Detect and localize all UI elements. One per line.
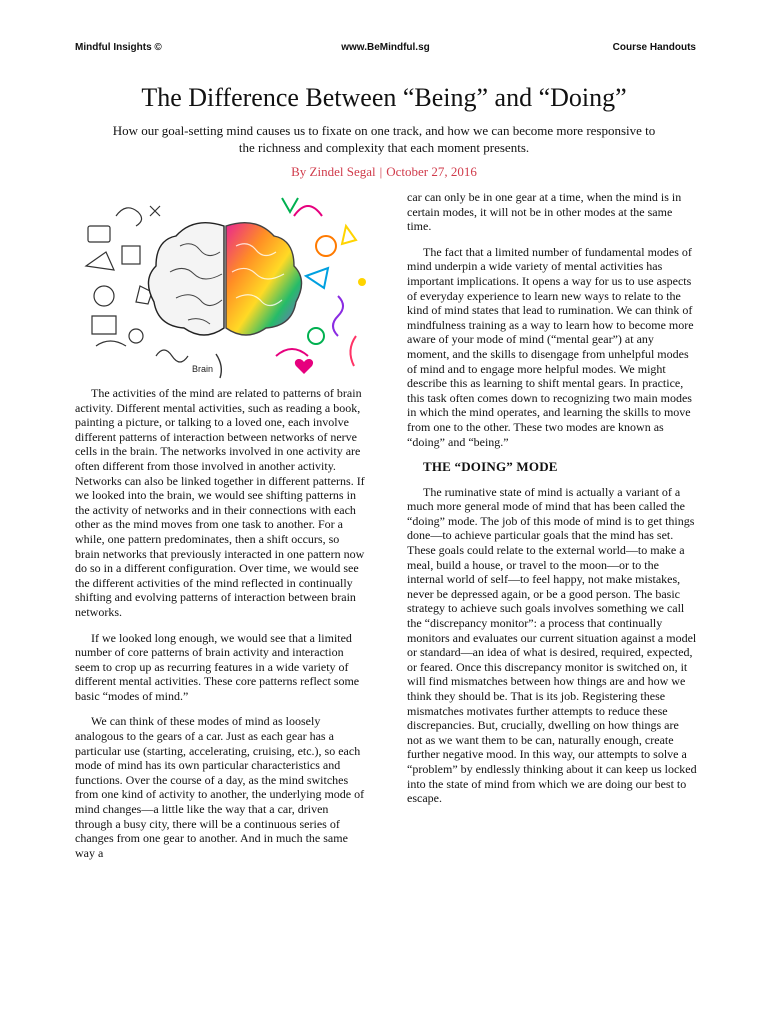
paragraph: We can think of these modes of mind as loosely analogous to the gears of a car. Just as each gear has a particular use (starting, accelerating, cruising, etc.), so each mode of mind has its own particular characteristics and functions. Over the course of a day, as the mind switches from one kind of activity to another, the underlying mode of mind changes—a little like the way that a car, driven through a busy city, there will be a continuous series of changes from one gear to another. And in much the same way a	[75, 714, 365, 860]
header-brand: Mindful Insights ©	[75, 42, 162, 53]
header-section: Course Handouts	[612, 42, 696, 53]
paragraph-continuation: car can only be in one gear at a time, when the mind is in certain modes, it will not be in other modes at the same time.	[407, 190, 682, 234]
paragraph: The activities of the mind are related to patterns of brain activity. Different mental activities, such as reading a book, painting a picture, or talking to a loved one, each involve different patterns of interaction between networks of nerve cells in the brain. The networks involved in one activity are often different from those involved in another activity. Networks can also be linked together in different patterns. If we looked into the brain, we would see shifting patterns in the activity of networks and in their connections with each other as the mind moves from one task to another. For a while, one pattern predominates, then a shift occurs, so brain networks that previously interacted in one pattern now do so in a different configuration. Over time, we would see the different activities of the mind reflected in continually shifting and evolving patterns of interaction between brain networks.	[75, 386, 365, 619]
left-column	[75, 386, 365, 871]
article-subtitle: How our goal-setting mind causes us to fixate on one track, and how we can become more responsive to the richness and complexity that each moment presents.	[112, 123, 656, 155]
brain-doodle-icon	[76, 186, 372, 380]
header-website[interactable]: www.BeMindful.sg	[341, 42, 430, 53]
byline-date: October 27, 2016	[386, 164, 477, 179]
illustration-label: Brain	[192, 364, 214, 374]
page-header	[75, 42, 696, 58]
paragraph: If we looked long enough, we would see that a limited number of core patterns of brain activity and interaction seem to crop up as recurring features in a wide variety of different mental activities. These core patterns reflect some basic “modes of mind.”	[75, 630, 360, 703]
article-byline: By Zindel Segal | October 27, 2016	[291, 164, 477, 179]
article-title: The Difference Between “Being” and “Doing”	[141, 83, 627, 112]
right-column	[407, 190, 697, 817]
section-heading: THE “DOING” MODE	[423, 459, 558, 475]
paragraph: The ruminative state of mind is actually a variant of a much more general mode of mind that has been called the “doing” mode. The job of this mode of mind is to get things done—to achieve particular goals that the mind has set. These goals could relate to the external world—to make a meal, build a house, or travel to the moon—or to the internal world of self—to feel happy, not make mistakes, never be depressed again, or be a good person. The basic strategy to achieve such goals involves something we call the “discrepancy monitor”: a process that continually monitors and evaluates our current situation against a model or standard—an idea of what is desired, required, expected, or feared. Once this discrepancy monitor is switched on, it will find mismatches between how things are and how we think they should be. That is its job. Registering these mismatches motivates further attempts to reduce these discrepancies. But, crucially, dwelling on how things are not as we want them to be can, naturally enough, create further negative mood. In this way, our attempts to solve a “problem” by endlessly thinking about it can keep us locked into the state of mind from which we are doing our best to escape.	[407, 484, 697, 806]
byline-author: By Zindel Segal	[291, 164, 376, 179]
paragraph: The fact that a limited number of fundamental modes of mind underpin a wide variety of mental activities has important implications. It opens a way for us to use aspects of everyday experience to learn new ways to relate to the kind of mind states that lead to rumination. We can think of mindfulness training as a way to learn how to become more aware of your mode of mind (“mental gear”) at any moment, and the skills to disengage from unhelpful modes of mind and to engage more helpful modes. We might describe this as learning to shift mental gears. In practice, this task often comes down to recognizing two main modes in which the mind operates, and learning the skills to move from one to the other. These two modes are known as “doing” and “being.”	[407, 244, 694, 449]
